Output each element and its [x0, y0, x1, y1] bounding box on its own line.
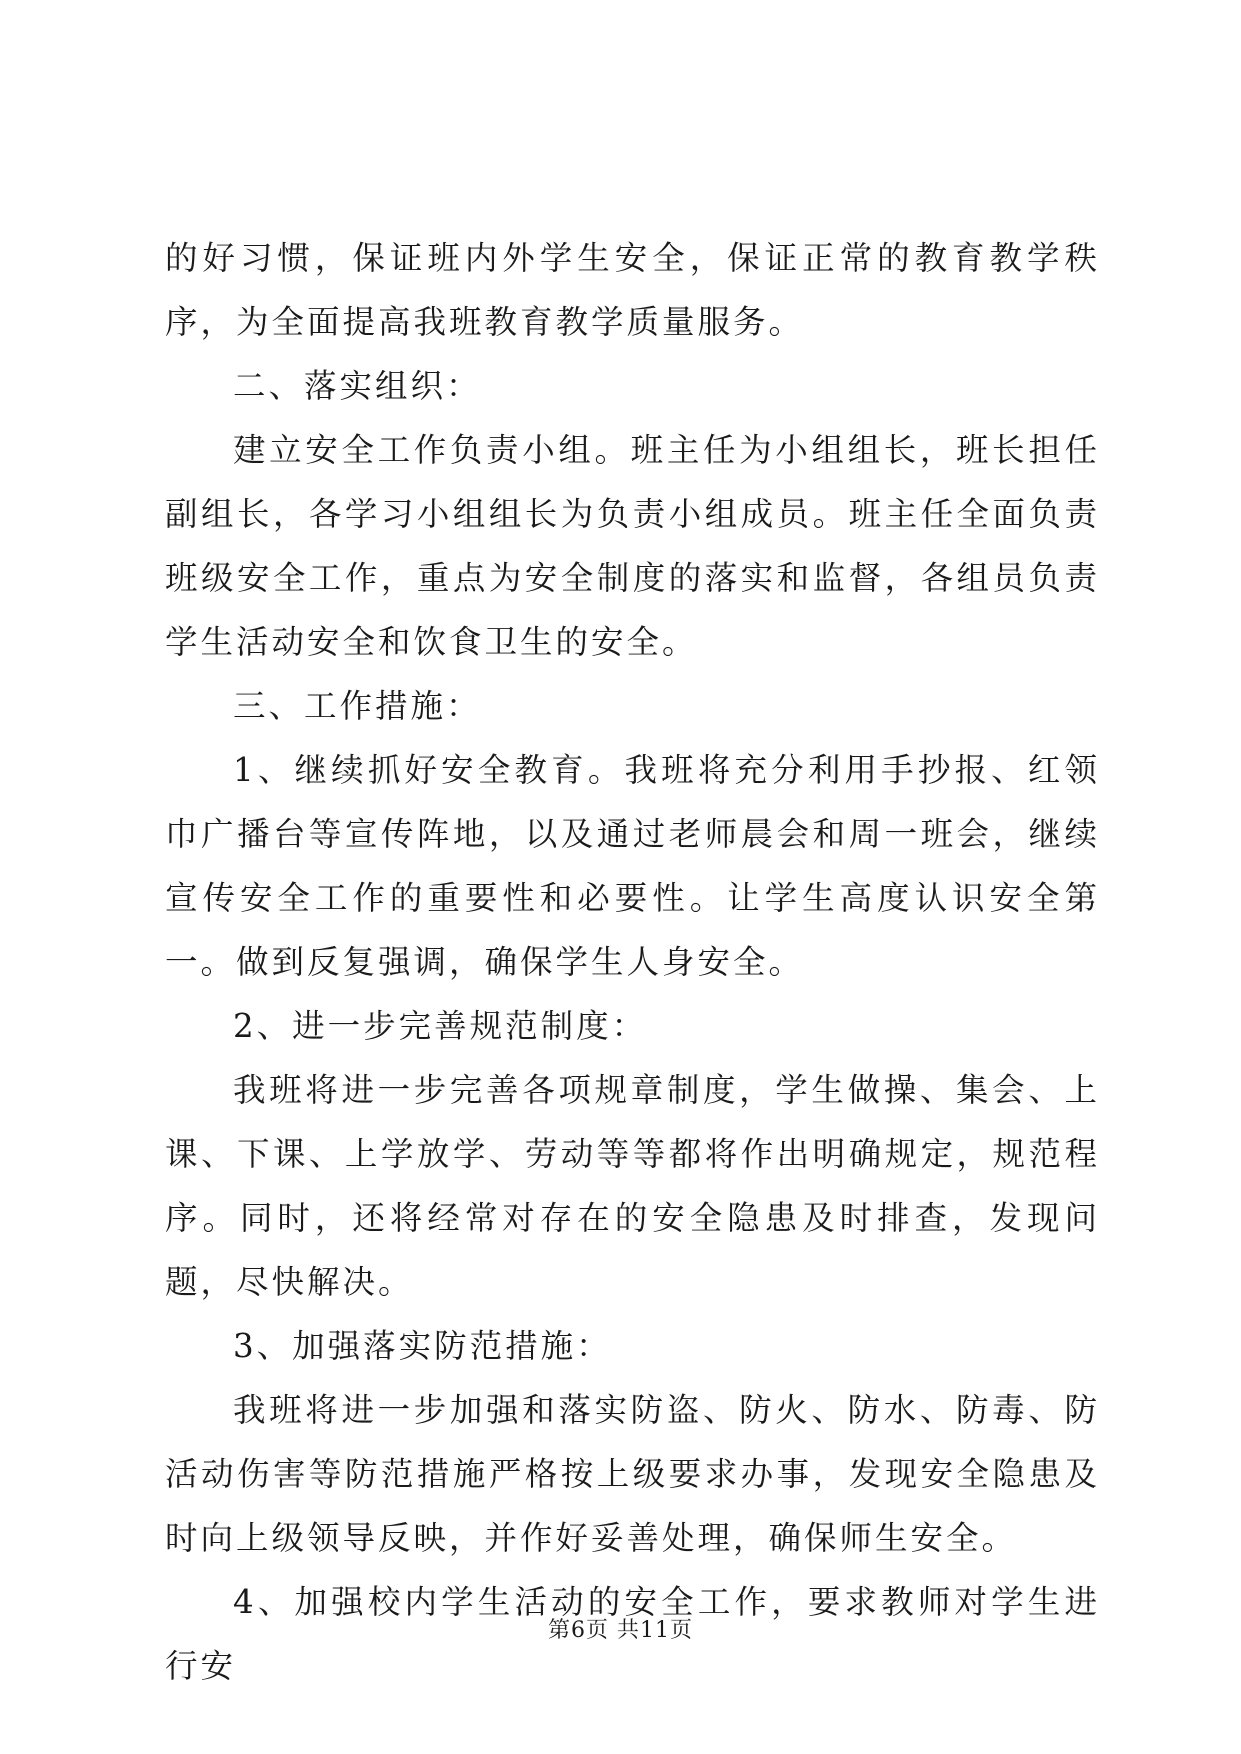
paragraph-continuation: 的好习惯，保证班内外学生安全，保证正常的教育教学秩序，为全面提高我班教育教学质量服务。 — [165, 239, 1100, 341]
paragraph-measure-3: 我班将进一步加强和落实防盗、防火、防水、防毒、防活动伤害等防范措施严格按上级要求办事，发现安全隐患及时向上级领导反映，并作好妥善处理，确保师生安全。 — [165, 1391, 1100, 1557]
section-heading-measures: 三、工作措施： — [233, 687, 482, 725]
page-number-footer: 第6页 共11页 — [548, 1618, 693, 1643]
paragraph-measure-2: 我班将进一步完善各项规章制度，学生做操、集会、上课、下课、上学放学、劳动等等都将作出明确规定，规范程序。同时，还将经常对存在的安全隐患及时排查，发现问题，尽快解决。 — [165, 1071, 1100, 1301]
section-heading-organization: 二、落实组织： — [233, 367, 482, 405]
document-body — [165, 226, 1100, 1698]
paragraph-measure-4: 4、加强校内学生活动的安全工作，要求教师对学生进行安 — [165, 1583, 1100, 1685]
subheading-measure-3: 3、加强落实防范措施： — [233, 1327, 612, 1365]
paragraph-organization: 建立安全工作负责小组。班主任为小组组长，班长担任副组长，各学习小组组长为负责小组成员。班主任全面负责班级安全工作，重点为安全制度的落实和监督，各组员负责学生活动安全和饮食卫生的安全。 — [165, 431, 1100, 661]
subheading-measure-2: 2、进一步完善规范制度： — [233, 1007, 648, 1045]
paragraph-measure-1: 1、继续抓好安全教育。我班将充分利用手抄报、红领巾广播台等宣传阵地，以及通过老师晨会和周一班会，继续宣传安全工作的重要性和必要性。让学生高度认识安全第一。做到反复强调，确保学生人身安全。 — [165, 751, 1100, 981]
